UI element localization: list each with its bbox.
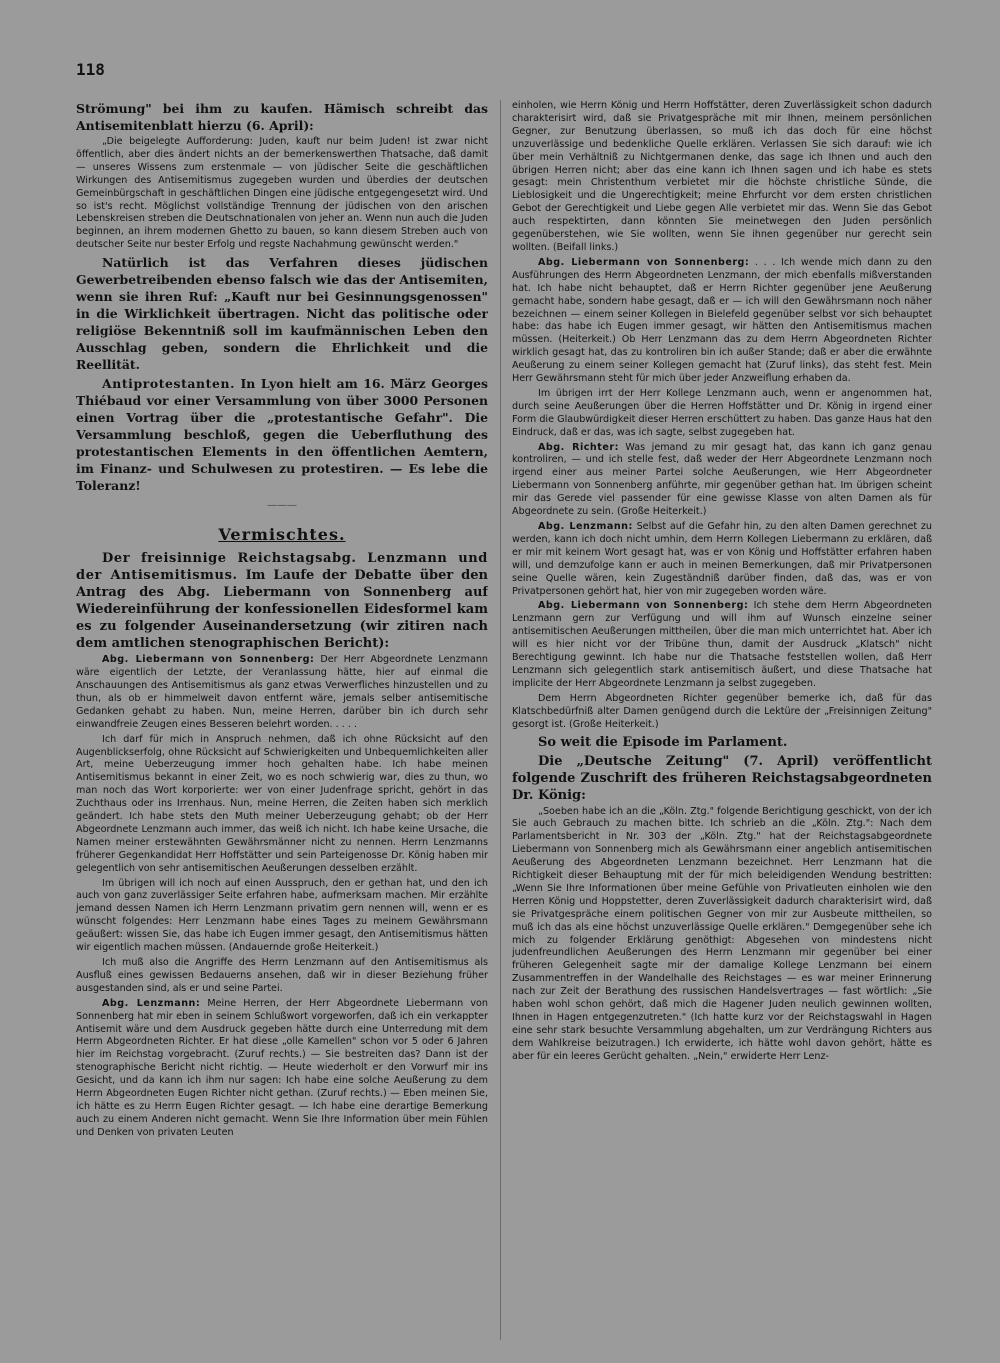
speech-text: . . . Ich wende mich dann zu den Ausführungen des Herrn Abgeordneten Lenzmann, der mich ebenfalls mißverstanden hat. Ich habe nicht behauptet, daß er Herrn Richter gegenüber jene Aeußerung gemacht habe, sondern habe gesagt, daß er — ich will den Gewährsmann noch näher bezeichnen — einem seiner Kollegen in Bielefeld gegenüber selbst vor sich behauptet habe: das habe ich Eugen immer gesagt, wir hätten den Antisemitismus machen müssen. (Heiterkeit.) Ob Herr Lenzmann das zu dem Herrn Abgeordneten Richter wirklich gesagt hat, das zu kontroliren bin ich außer Stande; daß er aber die erwähnte Aeußerung zu einem seiner Kollegen gemacht hat (Zuruf links), das steht fest. Mein Herr Gewährsmann steht für mich über jeder Anzweiflung erhaben da. [512,256,932,385]
section-heading: Antiprotestanten. [102,376,235,392]
quoted-passage: „Die beigelegte Aufforderung: Juden, kauft nur beim Juden! ist zwar nicht öffentlich, aber dies ändert nichts an der bemerkenswerthen Thatsache, daß damit — unseres Wissens zum erstenmale — von jüdischer Seite die geschäftlichen Wirkungen des Antisemitismus zugegeben wurden und überdies der deutschen Gemeinbürgschaft in geschäftlichen Dingen eine jüdische entgegengesetzt wird. Und so ist's recht. Möglichst vollständige Trennung der jüdischen von den arischen Lebenskreisen streben die Deutschnationalen von jeher an. Wenn nun auch die Juden beginnen, an ihrem modernen Ghetto zu bauen, so kann diesem Streben auch von deutscher Seite nur bester Erfolg und regste Nachahmung gewünscht werden." [76,136,488,251]
section-antiprotestanten [76,375,488,494]
paragraph: Im übrigen irrt der Herr Kollege Lenzmann auch, wenn er angenommen hat, durch seine Aeußerungen über die Herren Hoffstätter und Dr. König in irgend einer Form die Glaubwürdigkeit dieser Herren erschüttert zu haben. Das ganze Haus hat den Eindruck, daß er das, was ich sagte, selbst zugegeben hat. [512,387,932,438]
paragraph: Ich muß also die Angriffe des Herrn Lenzmann auf den Antisemitismus als Ausfluß eines gewissen Bedauerns ansehen, daß wir in dieser Beziehung früher ausgestanden sind, als er und seine Partei. [76,957,488,994]
paragraph: Die „Deutsche Zeitung" (7. April) veröffentlicht folgende Zuschrift des früheren Reichstagsabgeordneten Dr. König: [512,753,932,803]
speech [512,257,932,386]
speech [76,654,488,731]
paragraph: So weit die Episode im Parlament. [538,734,788,750]
speech-text: Ich stehe dem Herrn Abgeordneten Lenzmann gern zur Verfügung und will ihm auf Wunsch einzelne seiner antisemitischen Aeußerungen mittheilen, über die man mich unterrichtet hat. Aber ich will es hier nicht vor der Tribüne thun, damit der Ausdruck „Klatsch" nicht Berechtigung gewinnt. Ich habe nur die Thatsache feststellen wollen, daß Herr Lenzmann sich gelegentlich stark antisemitisch äußert, und diese Thatsache hat implicite der Herr Abgeordnete Lenzmann ja selbst zugegeben. [512,600,932,689]
paragraph: Natürlich ist das Verfahren dieses jüdischen Gewerbetreibenden ebenso falsch wie das der Antisemiten, wenn sie ihren Ruf: „Kauft nur bei Gesinnungsgenossen" in die Wirklichkeit übertragen. Nicht das politische oder religiöse Bekenntniß soll im kaufmännischen Leben den Ausschlag geben, sondern die Ehrlichkeit und die Reellität. [76,255,488,373]
left-column [76,100,488,1340]
article [76,550,488,652]
section-text: In Lyon hielt am 16. März Georges Thiébaud vor einer Versammlung von über 3000 Personen einen Vortrag über die „protestantische Gefahr". Die Versammlung beschloß, gegen die Ueberfluthung des protestantischen Elements in den öffentlichen Aemtern, im Finanz- und Schulwesen zu protestiren. — Es lebe die Toleranz! [76,376,488,494]
speech-text: Selbst auf die Gefahr hin, zu den alten Damen gerechnet zu werden, kann ich doch nicht umhin, dem Herrn Kollegen Liebermann zu erklären, daß er mir mit keinem Wort gesagt hat, was er von König und Hoffstätter erfahren haben will, und demzufolge kann er auch in meinen Bemerkungen, daß mir Privatpersonen seine Quelle wären, kein Zugeständniß darüber finden, daß das, was er von Privatpersonen gehört hat, hier von mir zugegeben worden wäre. [512,521,932,597]
speaker: Abg. Liebermann von Sonnenberg: [102,654,315,666]
right-column [512,100,932,1340]
speech-text: Der Herr Abgeordnete Lenzmann wäre eigentlich der Letzte, der Veranlassung hätte, hier auf einmal die Anschauungen des Antisemitismus als ganz etwas Verwerfliches hinzustellen und zu thun, als ob er himmelweit davon entfernt wäre, jemals selber antisemitische Gedanken gehabt zu haben. Nun, meine Herren, darüber bin ich durch sehr einwandfreie Zeugen eines Besseren belehrt worden. . . . . [76,654,488,730]
speaker: Abg. Liebermann von Sonnenberg: [538,256,750,268]
paragraph: einholen, wie Herrn König und Herrn Hoffstätter, deren Zuverlässigkeit schon dadurch charakterisirt wird, daß sie Privatgespräche mit mir Ihnen, meinem persönlichen Gegner, zur Benutzung überlassen, so muß ich das doch für eine höchst unzuverlässige und bedenkliche Quelle erklären. Verlassen Sie sich darauf: wie ich über mein Verhältniß zu Nichtgermanen denke, das sage ich Ihnen und auch den übrigen Herren nicht; aber das eine kann ich Ihnen sagen und ich habe es stets gesagt: mein Christenthum verbietet mir die höchste christliche Sünde, die Lieblosigkeit und die Ungerechtigkeit; meine Ehrfurcht vor dem ersten christlichen Gebot der Gerechtigkeit und Liebe gegen Alle verbietet mir das. Wenn Sie das Gebot auch respektirten, dann könnten Sie meinetwegen den Juden persönlich gegenüberstehen, wie Sie wollten, wenn Sie ihnen gegenüber nur gerecht sein wollten. (Beifall links.) [512,100,932,253]
separator: ——— [267,500,297,512]
column-divider [500,100,501,1340]
paragraph: Ich darf für mich in Anspruch nehmen, daß ich ohne Rücksicht auf den Augenblickserfolg, ohne Rücksicht auf Schwierigkeiten und Unbequemlichkeiten aller Art, meine Ueberzeugung immer hoch gehalten habe. Ich habe meinen Antisemitismus bekannt in einer Zeit, wo es noch schwierig war, dies zu thun, wo man noch das Wort korporierte: wer von einer Judenfrage spricht, gehört in das Zuchthaus oder ins Irrenhaus. Nun, meine Herren, die Zeiten haben sich merklich geändert. Ich habe stets den Muth meiner Ueberzeugung gehabt; ob der Herr Abgeordnete Lenzmann auch immer, das weiß ich nicht. Ich habe keine Ursache, die Namen meiner erstewähnten Gewährsmänner nicht zu nennen. Herrn Lenzmanns früherer Gegenkandidat Herr Hoffstätter und sein Parteigenosse Dr. König haben mir gelegentlich von sehr antisemitischen Aeußerungen desselben erzählt. [76,733,488,874]
speech [512,521,932,598]
speaker: Abg. Lenzmann: [102,997,201,1009]
speech-text: Meine Herren, der Herr Abgeordnete Liebermann von Sonnenberg hat mir eben in seinem Schlußwort vorgeworfen, daß ich ein verkappter Antisemit wäre und dem Ausdruck gegeben hätte durch eine Unterredung mit dem Herrn Abgeordneten Richter. Er hat diese „olle Kamellen" schon vor 5 oder 6 Jahren hier im Reichstag vorgebracht. (Zuruf rechts.) — Sie bestreiten das? Dann ist der stenographische Bericht nicht richtig. — Heute wiederholt er den Vorwurf mir ins Gesicht, und da kann ich ihm nur sagen: Ich habe eine solche Aeußerung zu dem Herrn Abgeordneten Eugen Richter nicht gethan. (Zuruf rechts.) — Eben meinen Sie, ich hätte es zu Herrn Eugen Richter gesagt. — Ich habe eine derartige Bemerkung auch zu einem Anderen nicht gemacht. Wenn Sie Ihre Information über mein Fühlen und Denken von privaten Leuten [76,997,488,1138]
quoted-letter: „Soeben habe ich an die „Köln. Ztg." folgende Berichtigung geschickt, von der ich Sie auch Gebrauch zu machen bitte. Ich schrieb an die „Köln. Ztg.": Nach dem Parlamentsbericht in Nr. 303 der „Köln. Ztg." hat der Reichstagsabgeordnete Liebermann von Sonnenberg mich als Gewährsmann einer angeblich antisemitischen Aeußerung des Abgeordneten Lenzmann bezeichnet. Herr Lenzmann hat die Richtigkeit dieser Behauptung mit der für mich beleidigenden Wendung bestritten: „Wenn Sie Ihre Informationen über meine Gefühle von Privatleuten einholen wie den Herren König und Hoppstetter, deren Zuverlässigkeit dadurch charakterisirt wird, daß sie Privatgespräche einem politischen Gegner von mir zur Ausbeute mittheilen, so muß ich das als eine höchst unzuverlässige Quelle erklären." Demgegenüber sehe ich mich zu folgender Erklärung genöthigt: Abgesehen von mindestens nicht judenfreundlichen Aeußerungen des Herrn Lenzmann mir gegenüber bei einer früheren Gelegenheit sagte mir der damalige Kollege Lenzmann bei einem Zusammentreffen in der Wandelhalle des Reichstages — es war meiner Erinnerung nach zur Zeit der Berathung des russischen Handelsvertrages — fast wörtlich: „Sie haben wohl schon gehört, daß mich die Hagener Juden neulich gewinnen wollten, Ihnen in Hagen entgegenzutreten." (Ich hatte kurz vor der Reichstagswahl in Hagen eine sehr stark besuchte Versammlung abgehalten, um zur Verdrängung Richters aus dem Wahlkreise beizutragen.) Ich erwiderte, ich hätte wohl davon gehört, hätte es aber für ein leeres Gerücht gehalten. „Nein," erwiderte Herr Lenz- [512,805,932,1062]
paragraph: Dem Herrn Abgeordneten Richter gegenüber bemerke ich, daß für das Klatschbedürfniß alter Damen genügend durch die Lektüre der „Freisinnigen Zeitung" gesorgt ist. (Große Heiterkeit.) [512,692,932,730]
speaker: Abg. Richter: [538,441,619,453]
paragraph: Strömung" bei ihm zu kaufen. Hämisch schreibt das Antisemitenblatt hierzu (6. April): [76,101,488,133]
speaker: Abg. Liebermann von Sonnenberg: [538,600,749,612]
speech [76,998,488,1140]
article-heading: Der freisinnige Reichstagsabg. Lenzmann und der Antisemitismus. [76,551,488,584]
speech-text: Was jemand zu mir gesagt hat, das kann ich ganz genau kontroliren, — und ich stelle fest, daß weder der Herr Abgeordnete Lenzmann noch irgend einer aus meiner Partei solche Aeußerungen, wie Herr Abgeordneter Liebermann von Sonnenberg anführte, mir gegenüber gethan hat. Im übrigen scheint mir das Gerede viel passender für eine gewisse Klasse von alten Damen als für Abgeordnete zu sein. (Große Heiterkeit.) [512,441,932,518]
article-intro: Im Laufe der Debatte über den Antrag des Abg. Liebermann von Sonnenberg auf Wiedereinführung der konfessionellen Eidesformel kam es zu folgender Auseinandersetzung (wir zitiren nach dem amtlichen stenographischen Bericht): [76,568,488,652]
speaker: Abg. Lenzmann: [538,521,633,532]
page-number: 118 [76,60,105,79]
speech [512,600,932,690]
section-title: Vermischtes. [218,525,346,545]
speech [512,442,932,519]
paragraph: Im übrigen will ich noch auf einen Ausspruch, den er gethan hat, und den ich auch von ganz zuverlässiger Seite erfahren habe, aufmerksam machen. Mir erzählte jemand dessen Namen ich Herrn Lenzmann privatim gern nennen will, wenn er es wünscht folgendes: Herr Lenzmann habe eines Tages zu meinem Gewährsmann geäußert: wissen Sie, das habe ich Eugen immer gesagt, den Antisemitismus hätten wir eigentlich machen müssen. (Andauernde große Heiterkeit.) [76,877,488,954]
